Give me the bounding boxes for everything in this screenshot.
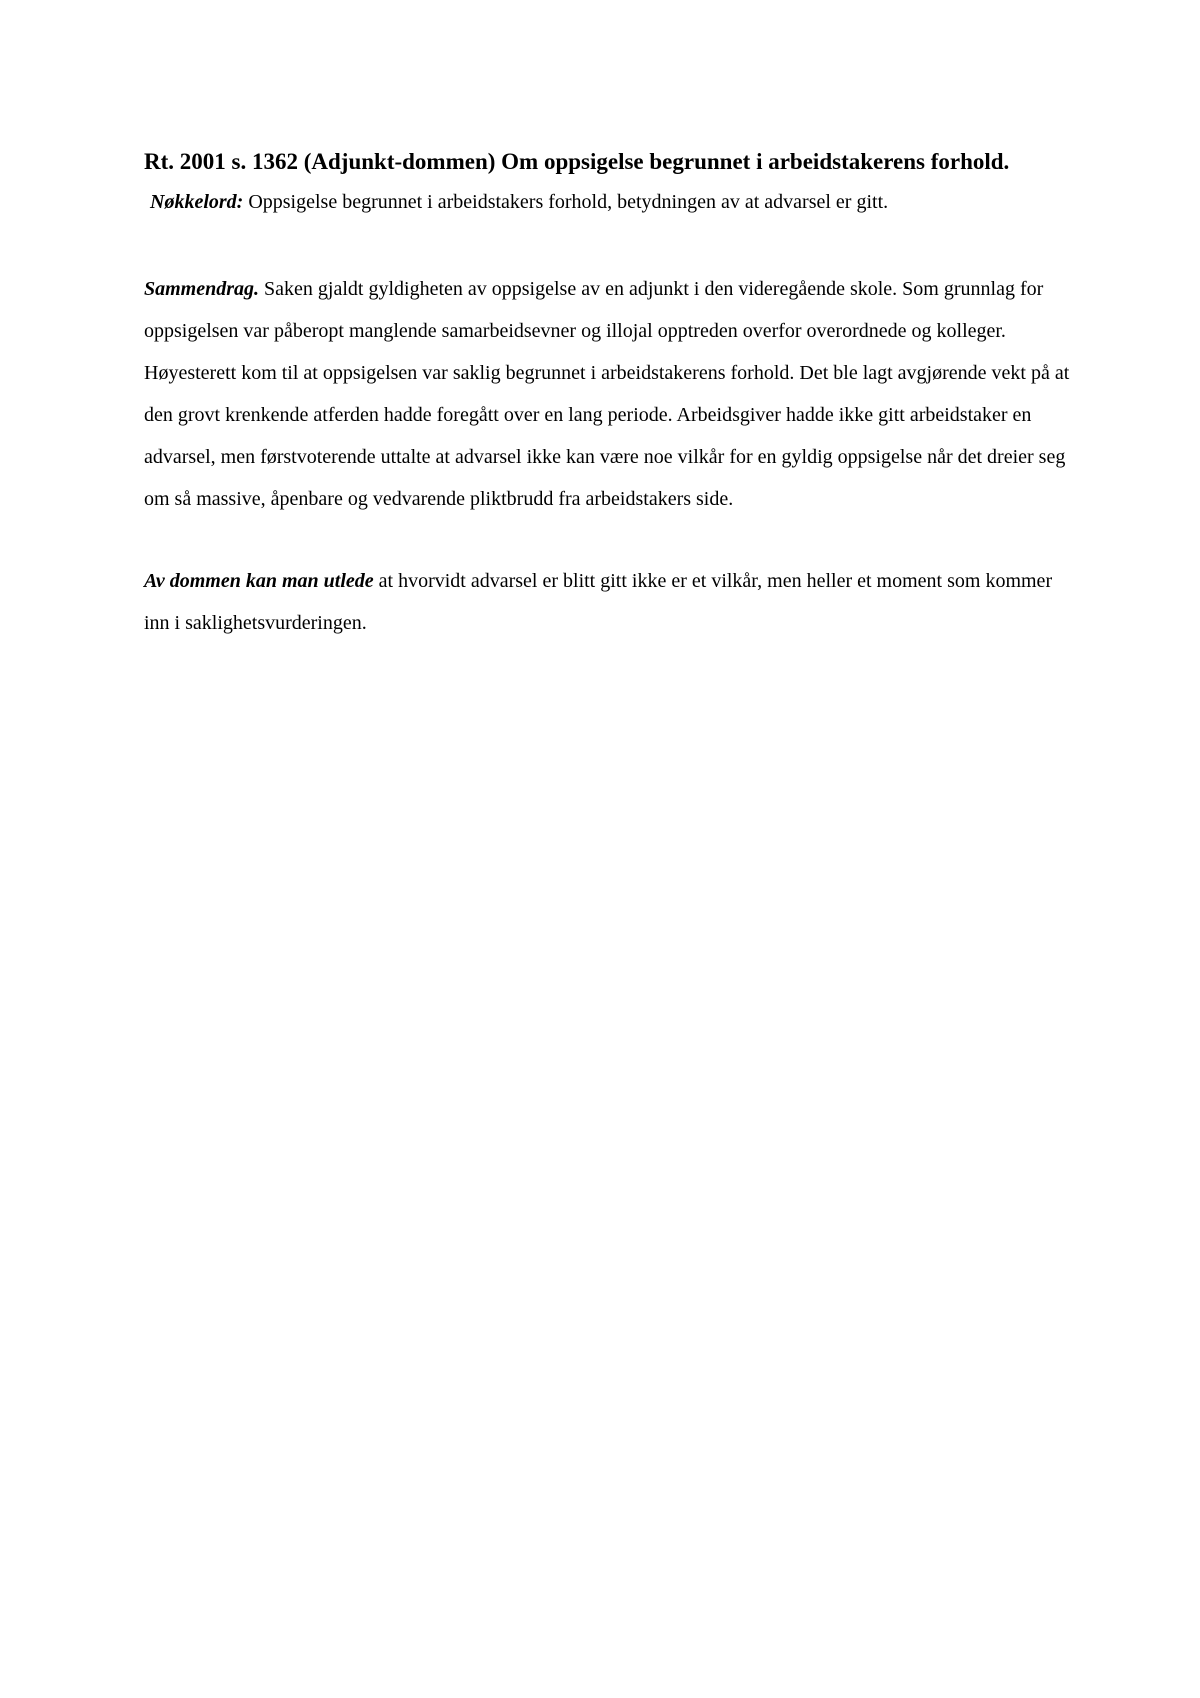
conclusion-text: at hvorvidt advarsel er blitt gitt ikke er et vilkår, men heller et moment som kommer inn i saklighetsvurderingen.	[144, 570, 1053, 634]
summary-paragraph	[144, 268, 1074, 520]
summary-label: Sammendrag.	[144, 278, 260, 300]
summary-text: Saken gjaldt gyldigheten av oppsigelse av en adjunkt i den videregående skole. Som grunnlag for oppsigelsen var påberopt manglende samarbeidsevner og illojal opptreden overfor overordnede og kolleger. Høyesterett kom til at oppsigelsen var saklig begrunnet i arbeidstakerens forhold. Det ble lagt avgjørende vekt på at den grovt krenkende atferden hadde foregått over en lang periode. Arbeidsgiver hadde ikke gitt arbeidstaker en advarsel, men førstvoterende uttalte at advarsel ikke kan være noe vilkår for en gyldig oppsigelse når det dreier seg om så massive, åpenbare og vedvarende pliktbrudd fra arbeidstakers side.	[144, 278, 1070, 510]
keywords-text: Oppsigelse begrunnet i arbeidstakers forhold, betydningen av at advarsel er gitt.	[243, 191, 889, 213]
document-body	[144, 138, 1074, 684]
conclusion-label: Av dommen kan man utlede	[144, 570, 374, 592]
document-title: Rt. 2001 s. 1362 (Adjunkt-dommen) Om oppsigelse begrunnet i arbeidstakerens forhold.	[144, 149, 1010, 174]
keywords-label: Nøkkelord:	[150, 191, 244, 213]
keywords-paragraph	[144, 186, 1074, 218]
conclusion-paragraph	[144, 560, 1074, 644]
